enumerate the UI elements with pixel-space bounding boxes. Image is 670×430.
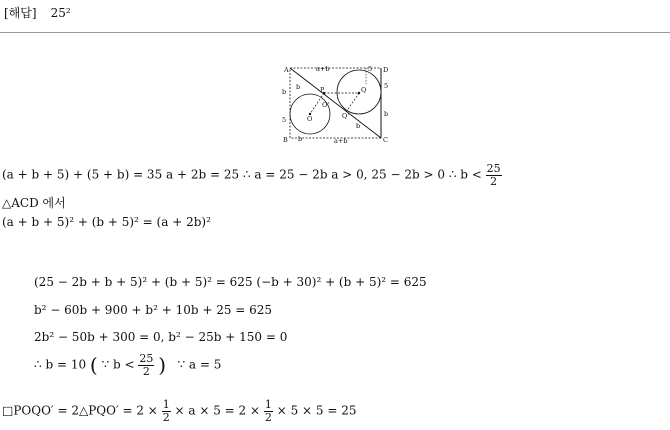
fraction-1-2-a: [162, 399, 171, 423]
l8-part-b: × a × 5 = 2 ×: [174, 403, 261, 418]
l7-part-c: ∵ a = 5: [177, 357, 222, 372]
diagonal-ac: [290, 68, 381, 138]
label-o-prime: O': [322, 101, 330, 109]
label-b-mid2: b: [298, 135, 303, 143]
paren-open: (: [89, 353, 98, 378]
paren-close: ): [158, 353, 167, 378]
label-bottom-ab: a+b: [334, 137, 348, 144]
solution-line-6: 2b² − 50b + 300 = 0, b² − 25b + 150 = 0: [34, 330, 288, 344]
fraction-1-2-b: [264, 399, 273, 423]
label-o: O: [307, 115, 313, 123]
label-a: A: [284, 66, 289, 74]
fraction-num: 25: [486, 162, 501, 175]
label-b-mid3: b: [356, 122, 361, 130]
l8-part-a: □POQO′ = 2△PQO′ = 2 ×: [2, 403, 158, 418]
fraction-num: 25: [139, 352, 154, 365]
fraction-num: 1: [264, 398, 272, 411]
fraction-den: 2: [490, 174, 498, 188]
label-p: P: [320, 86, 325, 94]
solution-line-2: △ACD 에서: [2, 196, 66, 210]
answer-header: [4, 4, 71, 21]
geometry-figure: [280, 62, 392, 144]
fraction-den: 2: [142, 364, 150, 378]
label-right-5: 5: [384, 82, 389, 90]
equation-text-1: (a + b + 5) + (5 + b) = 35 a + 2b = 25 ∴ a = 25 − 2b a > 0, 25 − 2b > 0 ∴ b <: [2, 167, 482, 182]
fraction-25-2: [486, 163, 502, 187]
label-d: D: [383, 66, 389, 74]
label-top-ab: a+b: [316, 65, 330, 73]
l8-part-c: × 5 × 5 = 25: [276, 403, 357, 418]
solution-line-5: b² − 60b + 900 + b² + 10b + 25 = 625: [34, 303, 273, 317]
l7-part-a: ∴ b = 10: [34, 357, 87, 372]
l7-part-b: ∵ b <: [101, 357, 135, 372]
answer-value: 25²: [50, 6, 71, 20]
label-b-mid1: b: [296, 83, 301, 91]
label-right-b: b: [384, 110, 389, 118]
label-left-5: 5: [282, 116, 287, 124]
label-c: C: [383, 136, 388, 144]
solution-line-7: [34, 353, 221, 377]
point-q: [358, 92, 360, 94]
answer-label: [해답]: [4, 6, 37, 20]
solution-line-3: (a + b + 5)² + (b + 5)² = (a + 2b)²: [2, 215, 211, 229]
header-divider: [0, 32, 670, 33]
solution-line-8: [2, 399, 356, 423]
label-left-b: b: [282, 88, 287, 96]
fraction-num: 1: [162, 398, 170, 411]
segment-qq2: [346, 93, 359, 112]
label-b: B: [283, 136, 288, 144]
fraction-den: 2: [264, 410, 272, 424]
label-q-prime: Q': [342, 112, 350, 120]
label-q: Q: [361, 86, 367, 94]
fraction-den: 2: [162, 410, 170, 424]
fraction-25-2-b: [138, 353, 154, 377]
solution-line-4: (25 − 2b + b + 5)² + (b + 5)² = 625 (−b + 30)² + (b + 5)² = 625: [34, 275, 427, 289]
label-top-5: 5: [368, 65, 373, 73]
solution-line-1: [2, 163, 502, 187]
